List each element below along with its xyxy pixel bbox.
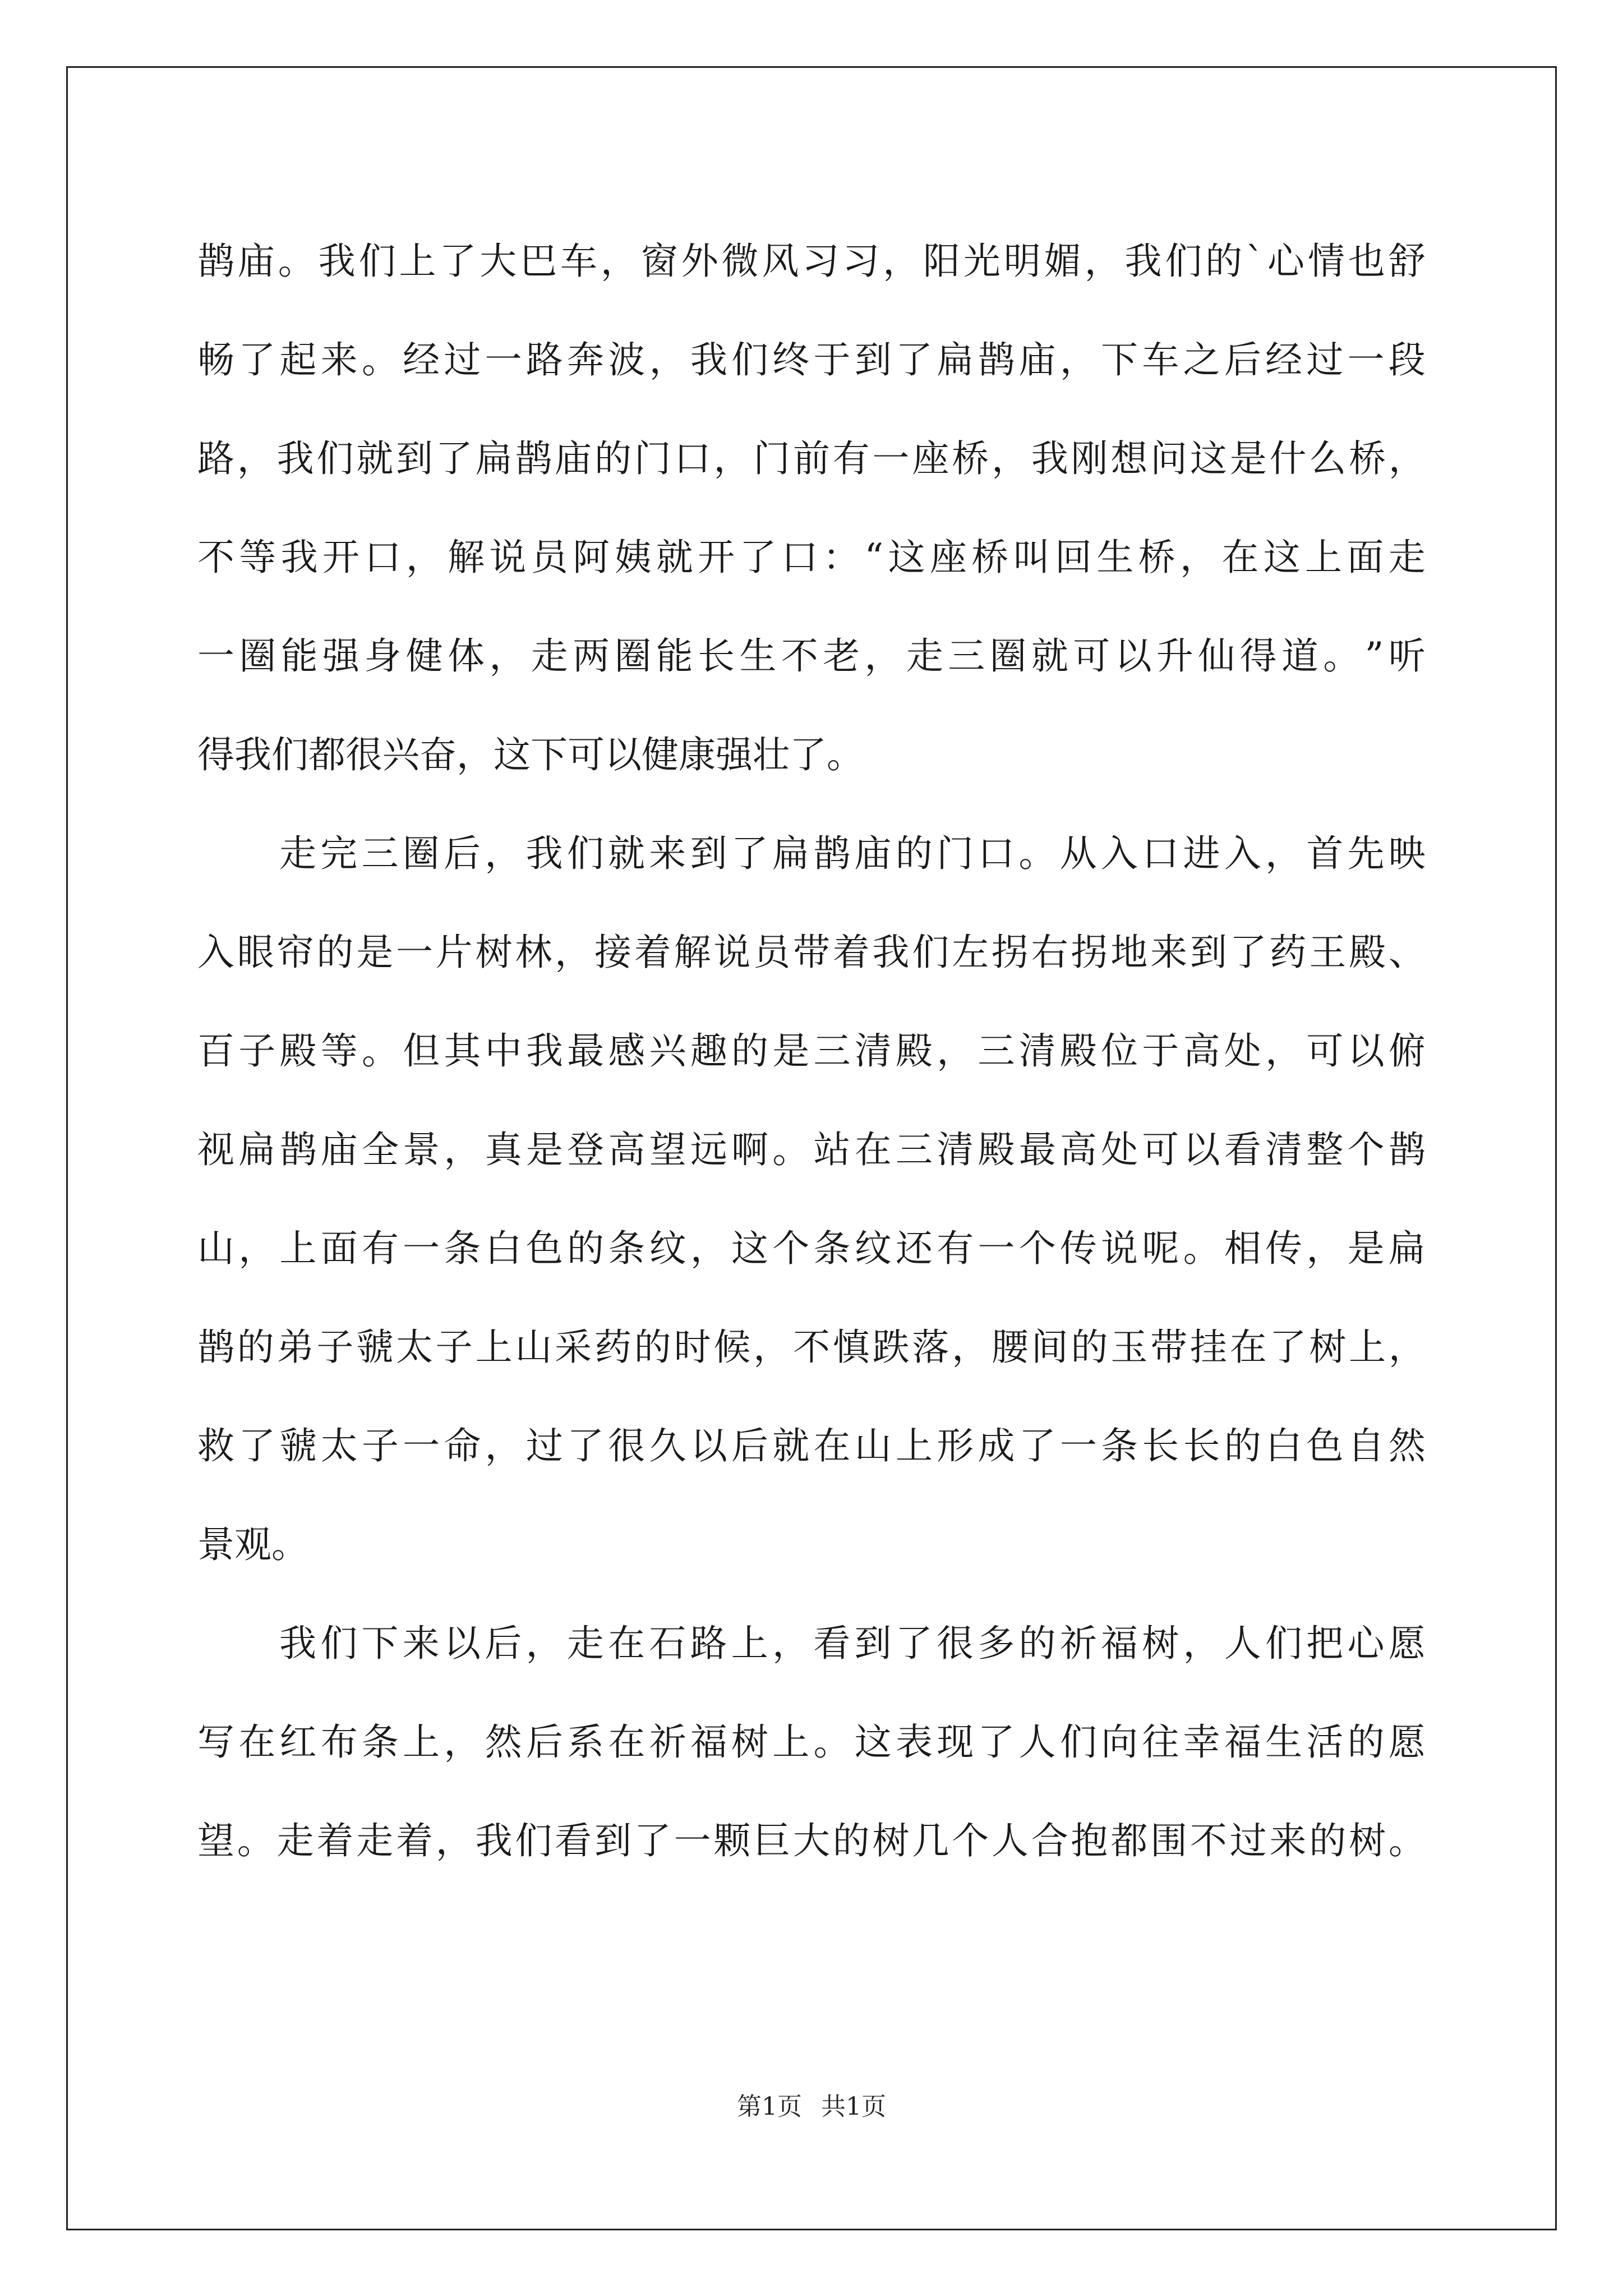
text-line: 视 扁 鹊 庙 全 景 ， 真 是 登 高 望 远 啊 。 站 在 三 清 殿 最 高 处 可 以 看 清 整 个 鹊 (197, 1128, 1426, 1171)
text-line: 望 。 走 着 走 着 ， 我 们 看 到 了 一 颗 巨 大 的 树 几 个 人 合 抱 都 围 不 过 来 的 树 。 (197, 1819, 1426, 1862)
text-line: 景观。 (197, 1523, 308, 1566)
page-total: 共1页 (821, 2092, 886, 2121)
text-line: 路 ， 我 们 就 到 了 扁 鹊 庙 的 门 口 ， 门 前 有 一 座 桥 ， 我 刚 想 问 这 是 什 么 桥 ， (197, 437, 1426, 480)
text-line: 百 子 殿 等 。 但 其 中 我 最 感 兴 趣 的 是 三 清 殿 ， 三 清 殿 位 于 高 处 ， 可 以 俯 (197, 1029, 1426, 1073)
text-line: 不 等 我 开 口 ， 解 说 员 阿 姨 就 开 了 口 ： “ 这 座 桥 叫 回 生 桥 ， 在 这 上 面 走 (197, 536, 1426, 579)
text-line: 鹊 的 弟 子 虢 太 子 上 山 采 药 的 时 候 ， 不 慎 跌 落 ， 腰 间 的 玉 带 挂 在 了 树 上 ， (197, 1326, 1426, 1369)
text-line: 一 圈 能 强 身 健 体 ， 走 两 圈 能 长 生 不 老 ， 走 三 圈 就 可 以 升 仙 得 道 。 ” 听 (197, 634, 1426, 678)
text-line: 入 眼 帘 的 是 一 片 树 林 ， 接 着 解 说 员 带 着 我 们 左 拐 右 拐 地 来 到 了 药 王 殿 、 (197, 931, 1426, 974)
text-line: 救 了 虢 太 子 一 命 ， 过 了 很 久 以 后 就 在 山 上 形 成 了 一 条 长 长 的 白 色 自 然 (197, 1424, 1426, 1467)
document-body (197, 212, 1426, 1890)
text-line: 写 在 红 布 条 上 ， 然 后 系 在 祈 福 树 上 。 这 表 现 了 人 们 向 往 幸 福 生 活 的 愿 (197, 1720, 1426, 1764)
page-footer (0, 2090, 1623, 2124)
text-line: 走 完 三 圈 后 ， 我 们 就 来 到 了 扁 鹊 庙 的 门 口 。 从 入 口 进 入 ， 首 先 映 (279, 832, 1426, 875)
text-line: 畅 了 起 来 。 经 过 一 路 奔 波 ， 我 们 终 于 到 了 扁 鹊 庙 ， 下 车 之 后 经 过 一 段 (197, 338, 1426, 381)
text-line: 山 ， 上 面 有 一 条 白 色 的 条 纹 ， 这 个 条 纹 还 有 一 个 传 说 呢 。 相 传 ， 是 扁 (197, 1227, 1426, 1270)
text-line: 得我们都很兴奋，这下可以健康强壮了。 (197, 733, 864, 776)
text-line: 鹊 庙 。 我 们 上 了 大 巴 车 ， 窗 外 微 风 习 习 ， 阳 光 明 媚 ， 我 们 的 ` 心 情 也 舒 (197, 240, 1426, 283)
text-line: 我 们 下 来 以 后 ， 走 在 石 路 上 ， 看 到 了 很 多 的 祈 福 树 ， 人 们 把 心 愿 (279, 1622, 1426, 1665)
page-number: 第1页 (737, 2092, 802, 2121)
